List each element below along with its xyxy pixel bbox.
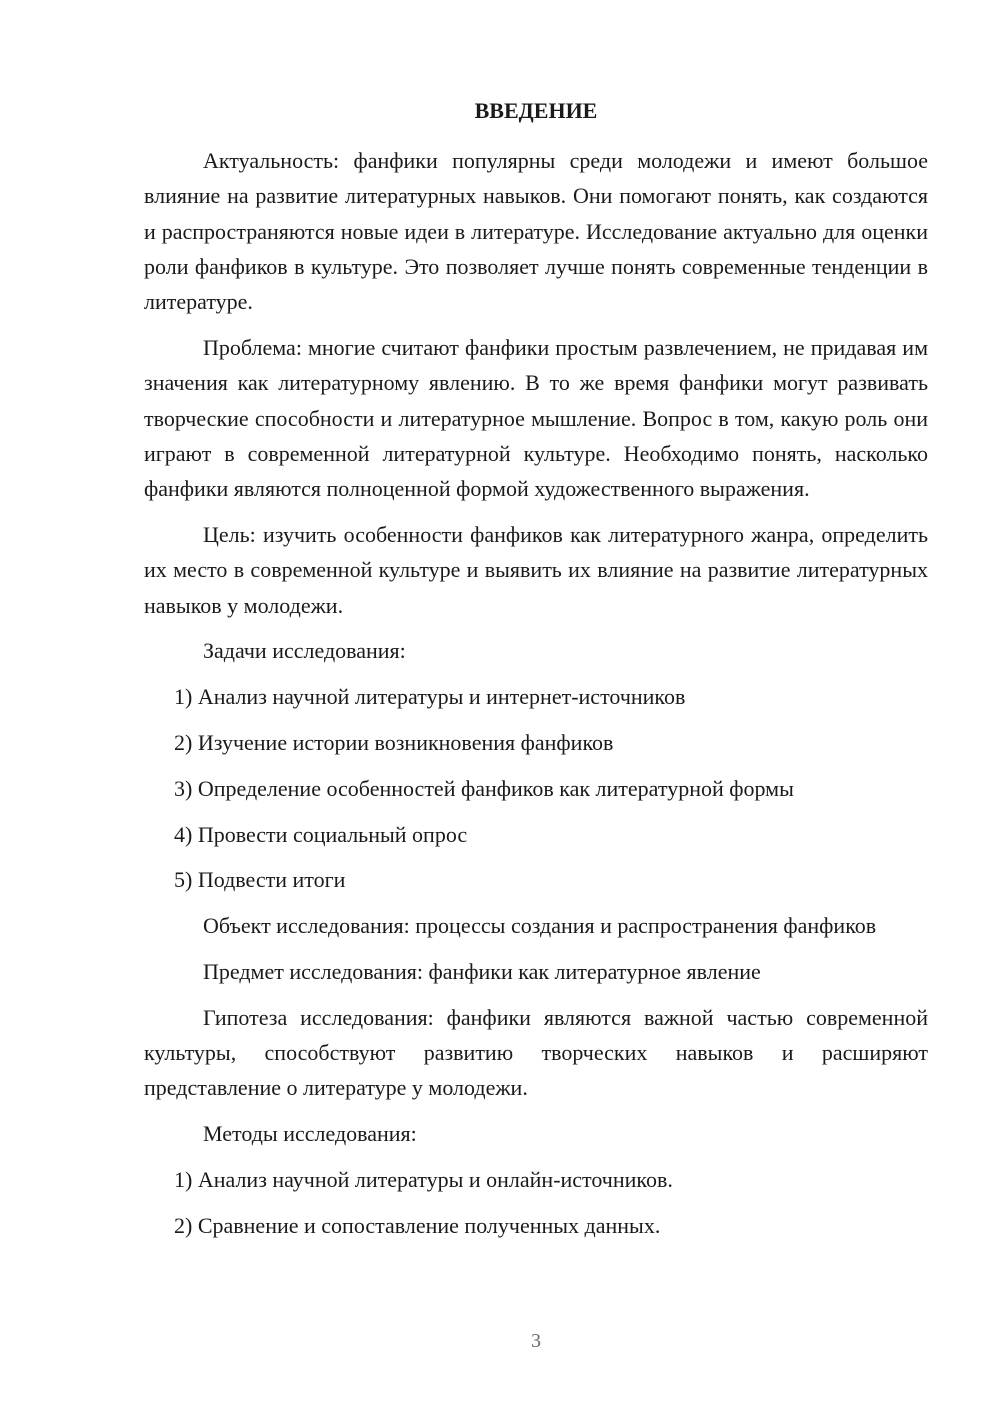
relevance-paragraph: Актуальность: фанфики популярны среди молодежи и имеют большое влияние на развитие литературных навыков. Они помогают понять, как создаются и распространяются новые идеи в литературе. Исследование актуально для оценки роли фанфиков в культуре. Это позволяет лучше понять современные тенденции в литературе. [144,148,928,315]
hypothesis-paragraph: Гипотеза исследования: фанфики являются важной частью современной культуры, способствуют развитию творческих навыков и расширяют представление о литературе у молодежи. [144,1004,928,1101]
document-page [144,0,928,1414]
problem-paragraph: Проблема: многие считают фанфики простым развлечением, не придавая им значения как литературному явлению. В то же время фанфики могут развивать творческие способности и литературное мышление. Вопрос в том, какую роль они играют в современной литературной культуре. Необходимо понять, насколько фанфики являются полноценной формой художественного выражения. [144,334,928,502]
subject-paragraph: Предмет исследования: фанфики как литературное явление [203,958,761,984]
page-number: 3 [531,1330,541,1352]
task-item: 3) Определение особенностей фанфиков как литературной формы [174,775,794,801]
method-item: 2) Сравнение и сопоставление полученных данных. [174,1212,661,1238]
section-title: ВВЕДЕНИЕ [474,98,598,123]
task-item: 5) Подвести итоги [174,867,346,893]
goal-paragraph: Цель: изучить особенности фанфиков как литературного жанра, определить их место в современной культуре и выявить их влияние на развитие литературных навыков у молодежи. [144,521,928,618]
document-body [144,143,928,1254]
task-item: 1) Анализ научной литературы и интернет-источников [174,684,686,710]
methods-heading: Методы исследования: [203,1121,417,1147]
tasks-heading: Задачи исследования: [203,638,406,664]
task-item: 2) Изучение истории возникновения фанфиков [174,729,614,755]
task-item: 4) Провести социальный опрос [174,821,468,847]
object-paragraph: Объект исследования: процессы создания и распространения фанфиков [203,913,877,939]
method-item: 1) Анализ научной литературы и онлайн-источников. [174,1166,673,1192]
